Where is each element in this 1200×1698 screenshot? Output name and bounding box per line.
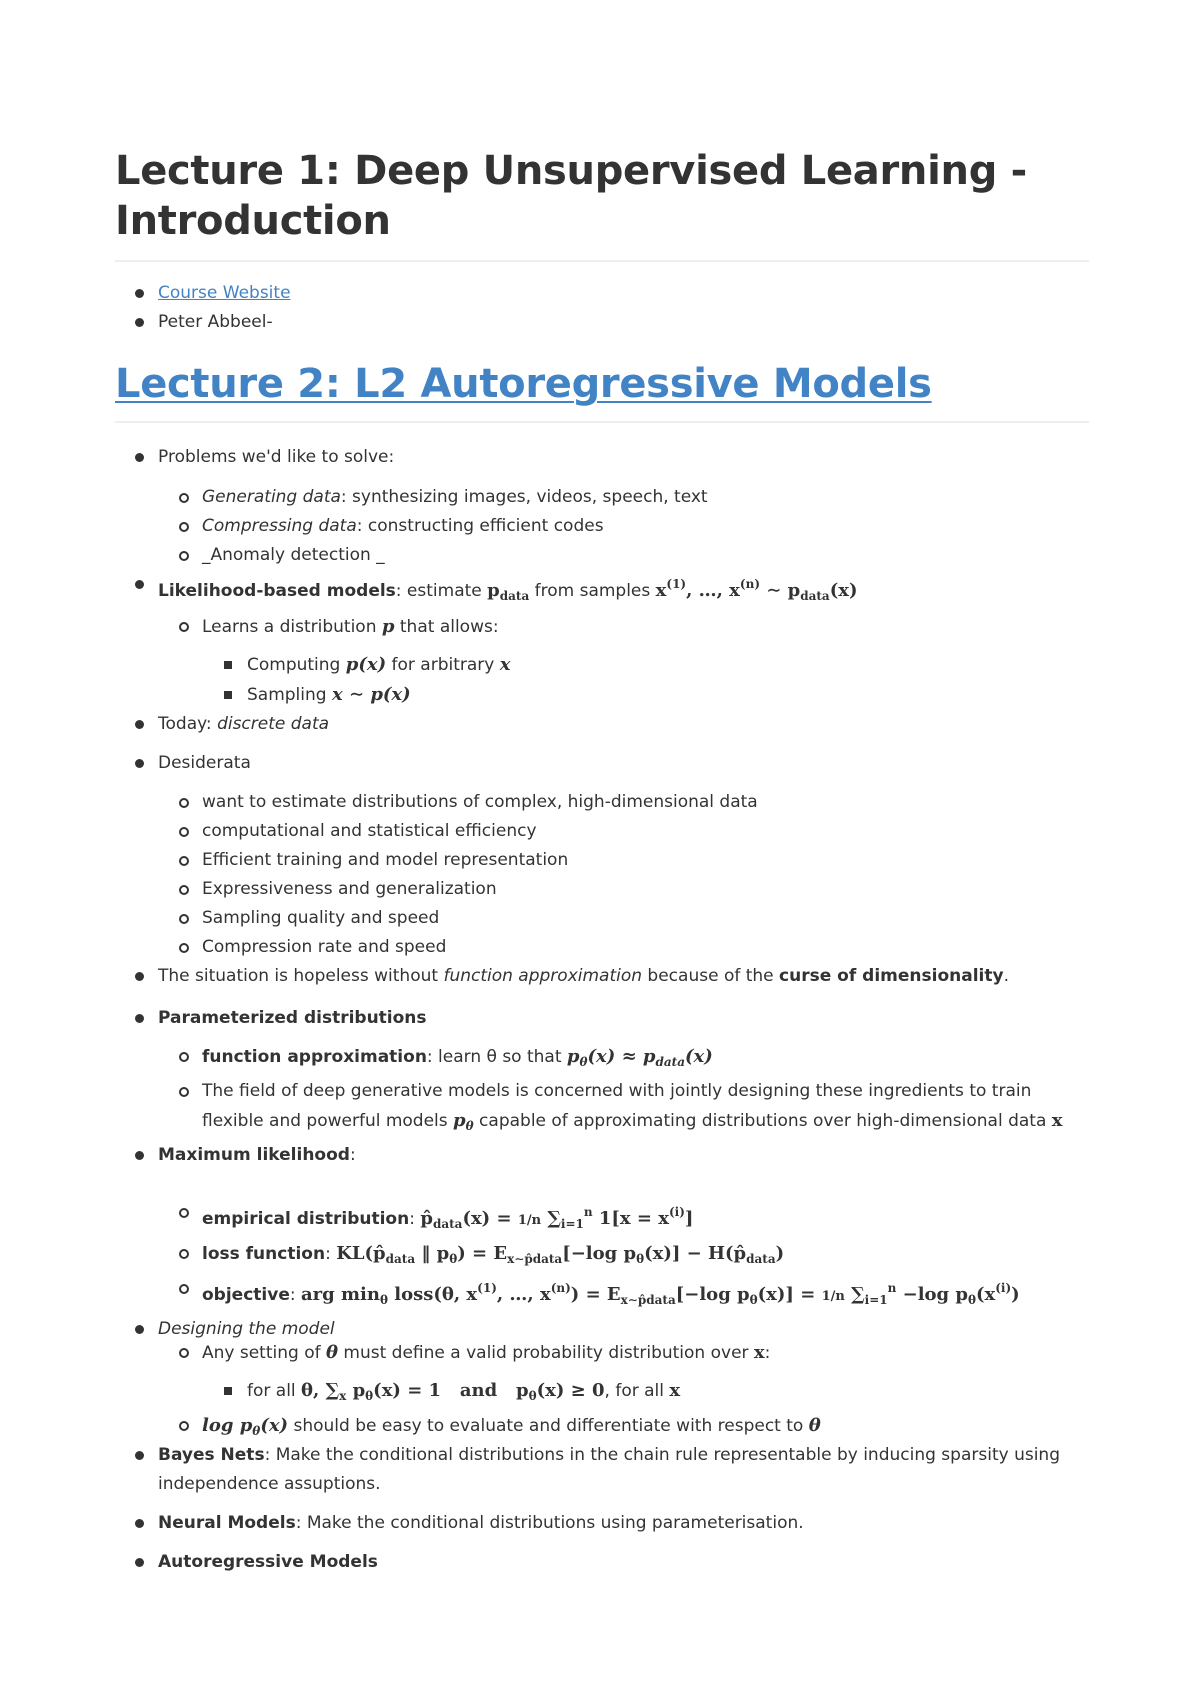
bullet-icon [135, 453, 144, 462]
bullet-icon [135, 289, 144, 298]
text: The situation is hopeless without [158, 966, 444, 986]
desiderata-label: Desiderata [158, 753, 251, 773]
circle-bullet-icon [179, 1249, 189, 1259]
math-objective: arg $\min_\theta$ loss(θ, $x^{(1)}$, …, $x^{(n)}) = E_{x\sim p̂data}[-\log$ $p_\theta(x)] = 1/n$ $\sum_{i=1}^n -\log$ $p_\theta(x^{(i)})$ [301, 1281, 1020, 1307]
term: Bayes Nets [158, 1445, 265, 1465]
math-theta: θ [326, 1342, 339, 1363]
lecture2-list [115, 443, 1089, 472]
circle-bullet-icon [179, 914, 189, 924]
param-sublist [115, 1042, 1089, 1170]
math-p: p [381, 616, 395, 637]
circle-bullet-icon [179, 1284, 189, 1294]
list-item [115, 904, 1089, 933]
circle-bullet-icon [179, 551, 189, 561]
text: Compression rate and speed [202, 937, 447, 957]
square-bullet-icon [224, 691, 232, 699]
list-item [115, 1376, 1089, 1411]
list-item: objective: arg $\min_\theta$ loss(θ, $x^{(1)}$, …, $x^{(n)}) = E_{x\sim p̂data}[-\log$ $p_\theta(x)] = 1/n$ $\sum_{i=1}^n -\log$ $p_\theta(x^{(i)})$ [115, 1274, 1089, 1315]
text: : learn θ so that [426, 1047, 567, 1067]
text: must define a valid probability distribution over [338, 1343, 754, 1363]
text: for all [247, 1381, 302, 1401]
desiderata-list [115, 749, 1089, 778]
text: Sampling quality and speed [202, 908, 440, 928]
list-item [115, 817, 1089, 846]
text: : synthesizing images, videos, speech, text [340, 487, 708, 507]
term: Designing the model [158, 1319, 335, 1339]
list-item [115, 443, 1089, 472]
param-list [115, 1004, 1089, 1033]
bullet-icon [135, 580, 144, 589]
author-name: Peter Abbeel- [158, 312, 273, 332]
bullet-icon [135, 1451, 144, 1460]
text: : [764, 1343, 771, 1363]
list-item [115, 788, 1089, 817]
text: from samples [529, 581, 656, 601]
list-item [115, 1509, 1089, 1538]
bullet-icon [135, 720, 144, 729]
text: Any setting of [202, 1343, 326, 1363]
course-website-link[interactable]: Course Website [158, 283, 291, 303]
list-item [115, 875, 1089, 904]
text: want to estimate distributions of complex, high-dimensional data [202, 792, 758, 812]
text: Sampling [247, 685, 332, 705]
math-theta: θ [808, 1415, 821, 1436]
lecture1-list [115, 279, 1089, 337]
circle-bullet-icon [179, 943, 189, 953]
heading-divider [115, 260, 1089, 262]
term: function approximation [202, 1047, 427, 1067]
list-item [115, 1077, 1089, 1141]
list-item [115, 710, 1089, 739]
term: Generating data [202, 487, 341, 507]
text: that allows: [394, 617, 499, 637]
models-list [115, 1441, 1089, 1499]
forall-sublist [115, 1376, 1089, 1446]
term: objective [202, 1285, 290, 1305]
list-item [115, 1441, 1089, 1499]
autoregressive-list [115, 1548, 1089, 1577]
text: , for all [604, 1381, 670, 1401]
bullet-icon [135, 1014, 144, 1023]
text: : [349, 1145, 356, 1165]
list-item: empirical distribution: $p̂_{data}(x) = 1/n$ $\sum_{i=1}^n$ $1[x = x^{(i)}]$ [115, 1198, 1089, 1239]
list-item [115, 308, 1089, 337]
term: curse of dimensionality [779, 966, 1004, 986]
list-item [115, 962, 1089, 991]
math-log-p: $\log p_\theta(x)$ [202, 1415, 289, 1438]
circle-bullet-icon [179, 493, 189, 503]
math-loss: $KL(p̂_{data}$ ‖ $p_\theta) = E_{x\sim p̂data}[-\log$ $p_\theta(x)$] − $H(p̂_{data})$ [336, 1243, 785, 1266]
text: : estimate [395, 581, 488, 601]
list-item [115, 650, 1089, 680]
term: function approximation [443, 966, 643, 986]
bullet-icon [135, 759, 144, 768]
bullet-icon [135, 1519, 144, 1528]
text: : Make the conditional distributions using parameterisation. [295, 1513, 804, 1533]
list-item: loss function: $KL(p̂_{data}$ ‖ $p_\theta) = E_{x\sim p̂data}[-\log$ $p_\theta(x)$] − $H(p̂_{data})$ [115, 1239, 1089, 1274]
text: should be easy to evaluate and differentiate with respect to [288, 1416, 809, 1436]
likelihood-sublist [115, 612, 1089, 642]
term: Autoregressive Models [158, 1552, 378, 1572]
math-normalization: θ, $\sum_x$ $p_\theta(x) = 1$ and $p_\theta(x) \ge 0$ [301, 1380, 605, 1403]
text: . [1003, 966, 1009, 986]
bullet-icon [135, 318, 144, 327]
text: for arbitrary [386, 655, 500, 675]
text: : Make the conditional distributions in the chain rule representable by inducing sparsity using independence assuptions. [158, 1445, 1060, 1494]
term: Maximum likelihood [158, 1145, 350, 1165]
math-approx: $p_\theta(x) \approx p_{data}(x)$ [566, 1046, 713, 1069]
list-item [115, 483, 1089, 512]
term: loss function [202, 1244, 326, 1264]
text: computational and statistical efficiency [202, 821, 537, 841]
list-item [115, 1338, 1089, 1368]
list-item [115, 512, 1089, 541]
math-samples: $x^{(1)}$, …, $x^{(n)}$ ∼ $p_{data}(x)$ [655, 577, 858, 603]
text: Expressiveness and generalization [202, 879, 497, 899]
circle-bullet-icon [179, 798, 189, 808]
list-item [115, 1141, 1089, 1170]
problems-sublist [115, 483, 1089, 611]
text: because of the [642, 966, 780, 986]
design-sublist [115, 1338, 1089, 1368]
lecture1-heading: Lecture 1: Deep Unsupervised Learning - Introduction [115, 148, 1027, 244]
list-item [115, 846, 1089, 875]
list-item [115, 933, 1089, 962]
math-x: x [753, 1342, 765, 1363]
text: Today: [158, 714, 218, 734]
ml-sublist [115, 1198, 1089, 1344]
circle-bullet-icon [179, 622, 189, 632]
circle-bullet-icon [179, 1421, 189, 1431]
term: empirical distribution [202, 1209, 410, 1229]
circle-bullet-icon [179, 522, 189, 532]
term: Likelihood-based models [158, 581, 396, 601]
text: _Anomaly detection _ [202, 545, 385, 565]
circle-bullet-icon [179, 1348, 189, 1358]
heading-divider [115, 421, 1089, 423]
circle-bullet-icon [179, 885, 189, 895]
square-bullet-icon [224, 1387, 232, 1395]
lecture2-heading-link[interactable]: Lecture 2: L2 Autoregressive Models [115, 361, 932, 407]
list-item [115, 1004, 1089, 1033]
desiderata-sublist [115, 788, 1089, 991]
bullet-icon [135, 1558, 144, 1567]
list-item [115, 570, 1089, 611]
problems-label: Problems we'd like to solve: [158, 447, 395, 467]
bullet-icon [135, 1151, 144, 1160]
term: Compressing data [202, 516, 357, 536]
math-empirical: $p̂_{data}(x) = 1/n$ $\sum_{i=1}^n$ $1[x = x^{(i)}]$ [420, 1205, 694, 1231]
neural-list [115, 1509, 1089, 1538]
circle-bullet-icon [179, 827, 189, 837]
math-px: p(x) [345, 654, 387, 675]
list-item [115, 749, 1089, 778]
math-x: x [499, 654, 511, 675]
math-p-theta: $p_\theta$ [453, 1110, 474, 1133]
square-bullet-icon [224, 661, 232, 669]
list-item [115, 612, 1089, 642]
text: Computing [247, 655, 346, 675]
list-item [115, 1042, 1089, 1077]
circle-bullet-icon [179, 1052, 189, 1062]
bullet-icon [135, 1325, 144, 1334]
term: discrete data [217, 714, 330, 734]
circle-bullet-icon [179, 1208, 189, 1218]
bullet-icon [135, 972, 144, 981]
math-p-data: $p_{data}$ [487, 580, 530, 603]
learns-sublist [115, 650, 1089, 739]
text: : constructing efficient codes [356, 516, 604, 536]
term: Parameterized distributions [158, 1008, 427, 1028]
text: capable of approximating distributions over high-dimensional data [473, 1111, 1052, 1131]
math-x: x [1051, 1110, 1063, 1131]
text: The field of deep generative models is concerned with jointly designing these ingredients to train flexible and powerful models [202, 1081, 1032, 1131]
list-item [115, 680, 1089, 710]
term: Neural Models [158, 1513, 296, 1533]
list-item [115, 541, 1089, 570]
math-x: x [669, 1380, 681, 1401]
text: Efficient training and model representation [202, 850, 569, 870]
circle-bullet-icon [179, 856, 189, 866]
list-item [115, 279, 1089, 308]
math-sampling: x ∼ p(x) [331, 684, 411, 705]
circle-bullet-icon [179, 1087, 189, 1097]
text: Learns a distribution [202, 617, 382, 637]
list-item [115, 1548, 1089, 1577]
